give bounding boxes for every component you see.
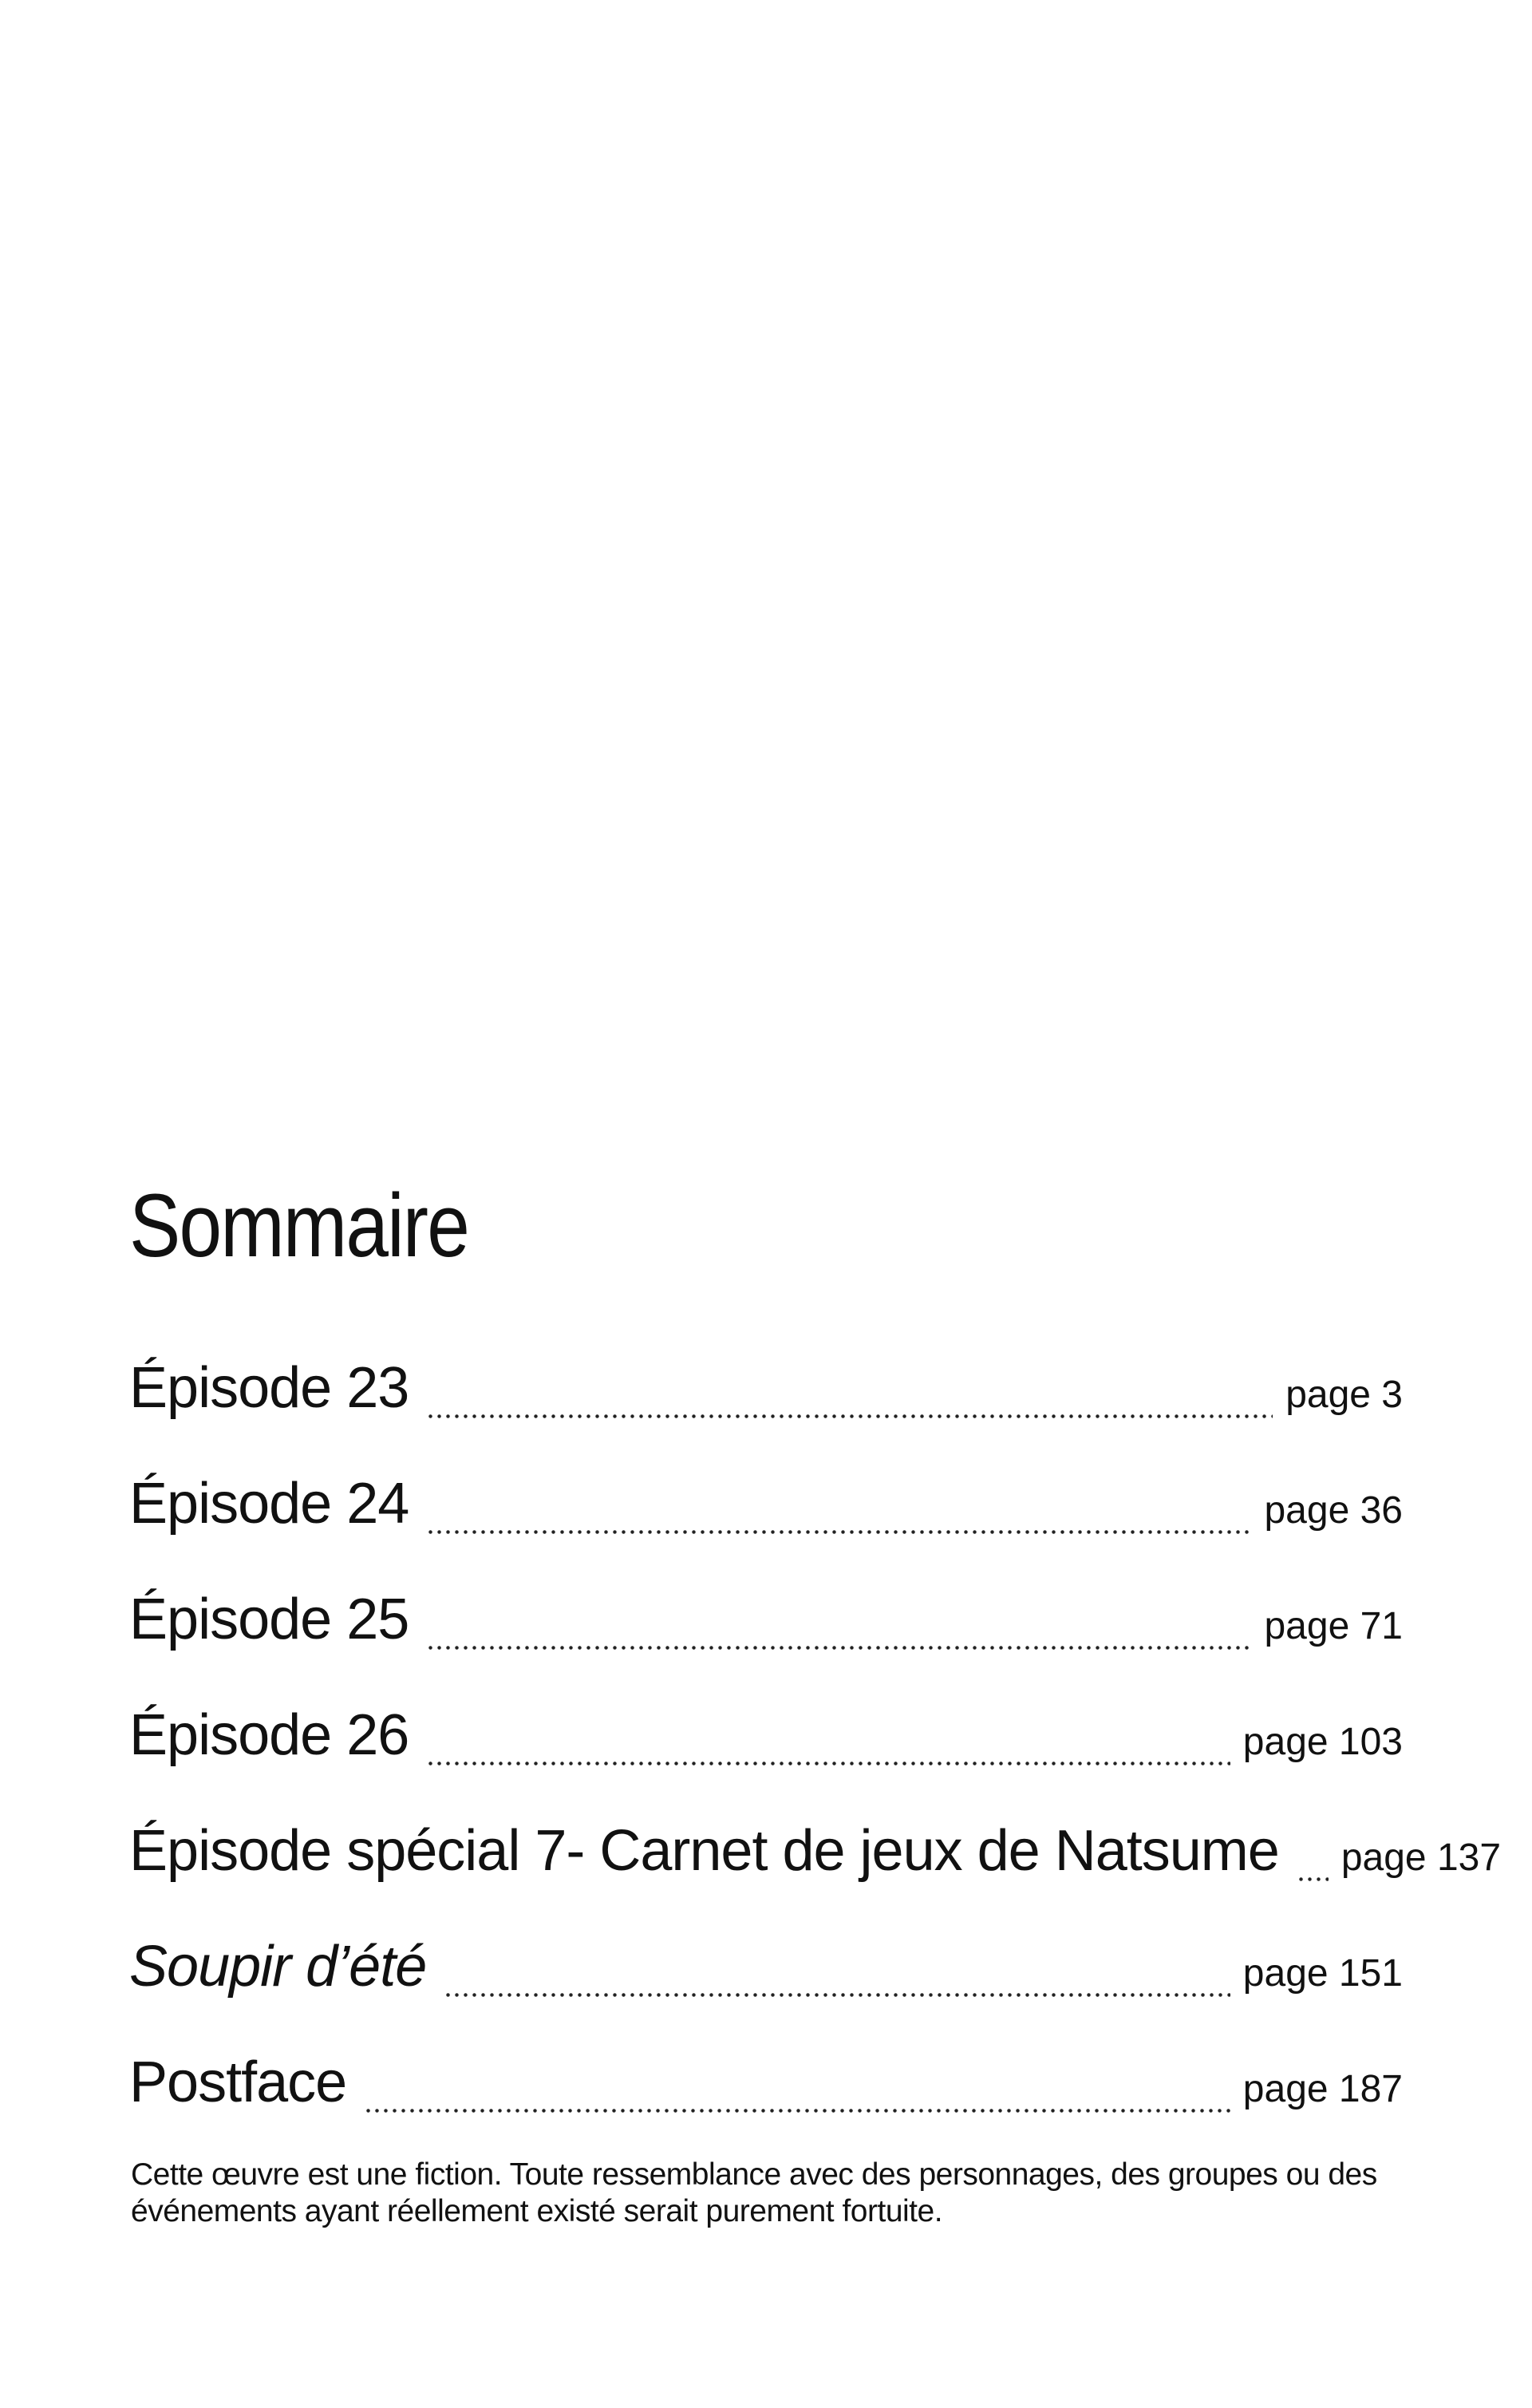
toc-entry-page: page 137 bbox=[1340, 1837, 1502, 1879]
toc-entry-title: Épisode 24 bbox=[129, 1472, 409, 1536]
toc-entry-title: Soupir d’été bbox=[129, 1935, 427, 1999]
dot-leader bbox=[426, 1353, 1273, 1423]
toc-entry-episode-23 bbox=[129, 1307, 1403, 1423]
toc-entry-postface bbox=[129, 2002, 1403, 2117]
toc-entry-page: page 151 bbox=[1242, 1952, 1403, 1995]
toc-entry-episode-26 bbox=[129, 1655, 1403, 1770]
toc-entry-page: page 3 bbox=[1285, 1374, 1403, 1416]
toc-entry-title: Épisode 23 bbox=[129, 1356, 409, 1420]
toc-title: Sommaire bbox=[129, 1176, 469, 1275]
toc-entry-page: page 36 bbox=[1264, 1489, 1403, 1532]
fiction-disclaimer bbox=[131, 2157, 1447, 2230]
dot-leader bbox=[364, 2047, 1230, 2117]
table-of-contents bbox=[129, 1175, 1502, 2117]
dot-leader bbox=[426, 1469, 1251, 1539]
toc-entry-page: page 187 bbox=[1242, 2068, 1403, 2110]
dot-leader bbox=[1297, 1816, 1329, 1886]
dot-leader bbox=[426, 1584, 1251, 1655]
toc-entry-page: page 71 bbox=[1264, 1605, 1403, 1647]
toc-entry-page: page 103 bbox=[1242, 1721, 1403, 1763]
dot-leader bbox=[426, 1700, 1230, 1770]
toc-entry-title: Épisode 26 bbox=[129, 1703, 409, 1767]
disclaimer-line: événements ayant réellement existé serait purement fortuite. bbox=[131, 2194, 943, 2228]
dot-leader bbox=[444, 1932, 1230, 2002]
toc-entry-episode-24 bbox=[129, 1423, 1403, 1539]
toc-entry-title: Postface bbox=[129, 2050, 347, 2114]
disclaimer-line: Cette œuvre est une fiction. Toute ressemblance avec des personnages, des groupes ou des bbox=[131, 2157, 1377, 2192]
toc-entry-special-episode bbox=[129, 1770, 1502, 1886]
toc-entry-list bbox=[129, 1307, 1502, 2117]
toc-entry-soupir-d-ete bbox=[129, 1886, 1403, 2002]
toc-entry-title: Épisode 25 bbox=[129, 1588, 409, 1651]
toc-entry-episode-25 bbox=[129, 1539, 1403, 1655]
toc-entry-title: Épisode spécial 7- Carnet de jeux de Natsume bbox=[129, 1819, 1279, 1883]
